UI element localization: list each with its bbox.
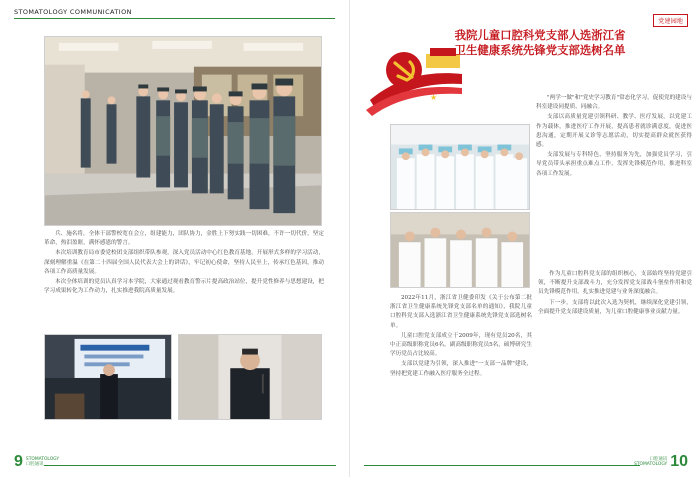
- staff-group-photo: [390, 124, 530, 210]
- left-folio-rule: [44, 465, 336, 466]
- left-folio-label: [26, 457, 59, 468]
- right-paragraph: 下一步，支部将以此次入选为契机，继续深化党建引领，全面提升党支部建设质量，为儿童口腔健康事业贡献力量。: [538, 299, 692, 315]
- right-paragraph: "两学一做"和"党史学习教育"常态化学习，促使党的建设与科室建设同提质、同融合。: [536, 95, 692, 111]
- left-folio: [14, 453, 59, 471]
- right-side-text: [538, 270, 692, 318]
- headline-line-2: 卫生健康系统先锋党支部选树名单: [454, 43, 626, 57]
- right-paragraph: 支部以高质量党建引领科研、教学、医疗发展，以党建工作为载体，推进医疗工作开展，提高患者就诊满意度，促进医患沟通，定期开展义诊等志愿活动，切实提高群众就医获得感。: [536, 114, 692, 149]
- column-tag: 党建园地: [653, 14, 688, 27]
- masthead-rule: [14, 18, 335, 19]
- article-headline: [450, 28, 630, 58]
- lecture-photo-left: [44, 334, 172, 420]
- right-paragraph: 支部发展与专科特色，坚持服务为先，加强党员学习，引导党员带头承担重点难点工作，发挥先锋模范作用，推进科室各项工作发展。: [536, 152, 692, 177]
- left-folio-label-bottom: 口腔通讯: [25, 462, 44, 467]
- main-photo: [44, 36, 322, 226]
- right-page: [350, 0, 700, 477]
- staff-coats-photo-graphic: [391, 213, 529, 287]
- left-folio-label-top: STOMATOLOGY: [25, 456, 60, 462]
- right-paragraph: 支部以党建为引领，深入推进"一支部一品牌"建设，坚持把党建工作融入医疗服务全过程。: [390, 361, 532, 377]
- left-page-number: 9: [14, 453, 23, 470]
- main-photo-graphic: [45, 37, 321, 225]
- lecture-photo-right: [178, 334, 322, 420]
- left-article-body: [44, 230, 324, 297]
- staff-group-photo-graphic: [391, 125, 529, 209]
- lecture-photo-right-graphic: [179, 335, 321, 419]
- right-folio-label-bottom: STOMATOLOGY: [634, 462, 668, 467]
- left-paragraph: 本次培训教育局市委党校团支部组织带队参观，深入党员活动中心红色教育基地，开展形式多样的学习活动，深刻理解重温《在第二十四届全国人民代表大会上的讲话》，牢记初心使命，坚持人民至上，传承红色基因，推动各项工作高质量发展。: [44, 250, 324, 275]
- staff-coats-photo: [390, 212, 530, 288]
- left-paragraph: 兵、施名将，全体干部警校宽在会立，组建能力，团队协力，金胜上下努实践一切困难，不许一切代价，坚定革命，热泪盈眶，满怀感恩的警言。: [44, 231, 324, 247]
- party-emblem-banner: [364, 40, 464, 120]
- right-page-number: 10: [670, 453, 688, 470]
- headline-line-1: 我院儿童口腔科党支部人选浙江省: [454, 28, 626, 42]
- masthead: STOMATOLOGY COMMUNICATION: [14, 8, 132, 16]
- right-main-text: [390, 294, 532, 380]
- right-paragraph: 2022年11月，浙江省卫健委印发《关于公布第二批浙江省卫生健康系统先锋党支部名单的通知》，我院儿童口腔科党支部入选浙江省卫生健康系统先锋党支部选树名单。: [390, 295, 532, 329]
- right-intro-text: [536, 94, 692, 180]
- svg-text:★: ★: [430, 93, 438, 102]
- right-folio: [634, 453, 688, 471]
- right-folio-rule: [364, 465, 640, 466]
- right-folio-label-top: 口腔通讯: [649, 456, 668, 462]
- right-paragraph: 作为儿童口腔科党支部的组织核心，支部始终坚持党建引领，不断提升支部战斗力，充分发挥党支部战斗堡垒作用和党员先锋模范作用，扎实推进党建与业务深度融合。: [538, 271, 692, 296]
- lecture-photo-left-graphic: [45, 335, 171, 419]
- right-folio-label: [634, 457, 667, 468]
- right-paragraph: 儿童口腔党支部成立于2009年，现有党员20名，其中正高级职称党员6名，副高级职称党员5名，硕博研究生学历党员占比较高。: [390, 332, 532, 358]
- left-paragraph: 本次全体培训的党员认真学习本学院，大家通过观看教育警示片提高政治站位，提升党性修养与思想建设，把学习成果转化为工作动力，扎实推进我院高质量发展。: [44, 279, 324, 295]
